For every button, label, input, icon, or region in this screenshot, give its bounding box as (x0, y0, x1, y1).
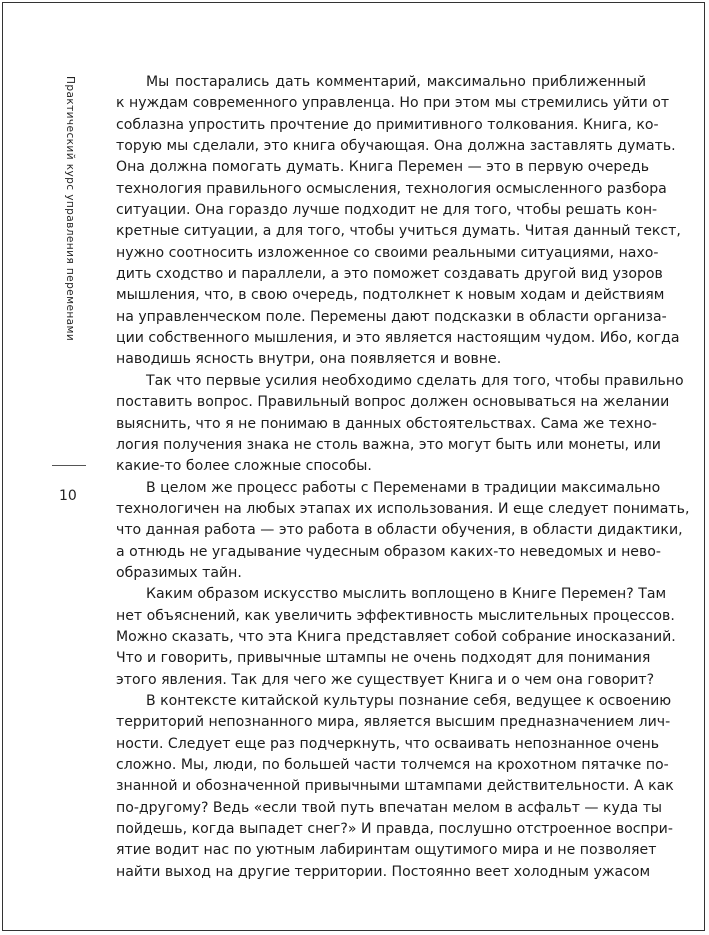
text-line: Она должна помогать думать. Книга Перемен — это в первую очередь (116, 159, 650, 176)
text-line: на управленческом поле. Перемены дают подсказки в области организа- (116, 308, 667, 325)
running-head: Практический курс управления переменами (64, 76, 76, 342)
text-line: ятие водит нас по уютным лабиринтам ощутимого мира и не позволяет (116, 842, 657, 859)
text-line: поставить вопрос. Правильный вопрос должен основываться на желании (116, 394, 670, 411)
text-line: ситуации. Она гораздо лучше подходит не для того, чтобы решать кон- (116, 202, 658, 219)
paragraph (116, 72, 681, 371)
text-line: а отнюдь не угадывание чудесным образом каких-то неведомых и нево- (116, 543, 661, 560)
text-line: Можно сказать, что эта Книга представляет собой собрание иносказаний. (116, 628, 676, 645)
text-line: какие-то более сложные способы. (116, 458, 372, 475)
text-line: территорий непознанного мира, является высшим предназначением лич- (116, 714, 671, 731)
text-line: образимых тайн. (116, 564, 242, 581)
text-line: этого явления. Так для чего же существует Книга и о чем она говорит? (116, 671, 655, 688)
text-line: что данная работа — это работа в области обучения, в области дидактики, (116, 522, 683, 539)
text-line: сложно. Мы, люди, по большей части толчемся на крохотном пятачке по- (116, 757, 669, 773)
text-line: В контексте китайской культуры познание себя, ведущее к освоению (146, 692, 672, 709)
text-line: к нуждам современного управленца. Но при этом мы стремились уйти от (116, 95, 670, 112)
text-line: Что и говорить, привычные штампы не очень подходят для понимания (116, 650, 651, 667)
text-line: соблазна упростить прочтение до примитивного толкования. Книга, ко- (116, 116, 659, 133)
text-line: пойдешь, когда выпадет снег?» И правда, послушно отстроенное воспри- (116, 821, 673, 838)
text-line: найти выход на другие территории. Постоянно веет холодным ужасом (116, 863, 651, 880)
text-line: дить сходство и параллели, а это поможет создавать другой вид узоров (116, 266, 663, 283)
page-number: 10 (59, 488, 77, 504)
text-line: наводишь ясность внутри, она появляется и вовне. (116, 351, 502, 368)
text-line: Каким образом искусство мыслить воплощено в Книге Перемен? Там (146, 586, 667, 603)
text-line: технологичен на любых этапах их использования. И еще следует понимать, (116, 500, 690, 517)
text-line: Так что первые усилия необходимо сделать для того, чтобы правильно (146, 372, 684, 389)
text-body (116, 72, 690, 883)
text-line: торую мы сделали, это книга обучающая. Она должна заставлять думать. (116, 138, 676, 155)
text-line: мышления, что, в свою очередь, подтолкнет к новым ходам и действиям (116, 287, 665, 304)
text-line: выяснить, что я не понимаю в данных обстоятельствах. Сама же техно- (116, 415, 657, 432)
margin-rule (52, 465, 86, 466)
text-line: ции собственного мышления, и это является настоящим чудом. Ибо, когда (116, 330, 680, 347)
paragraph (116, 478, 690, 585)
paragraph (116, 584, 676, 691)
text-line: нужно соотносить изложенное со своими реальными ситуациями, нахо- (116, 244, 659, 261)
text-line: логия получения знака не столь важна, это могут быть или монеты, или (116, 436, 661, 453)
text-line: ности. Следует еще раз подчеркнуть, что осваивать непознанное очень (116, 735, 660, 752)
paragraph (116, 691, 674, 883)
text-line: В целом же процесс работы с Переменами в традиции максимально (146, 479, 661, 496)
text-line: по-другому? Ведь «если твой путь впечатан мелом в асфальт — куда ты (116, 799, 663, 816)
text-line: нет объяснений, как увеличить эффективность мыслительных процессов. (116, 607, 675, 624)
text-line: Мы постарались дать комментарий, максимально приближенный (146, 74, 646, 90)
text-line: кретные ситуации, а для того, чтобы учиться думать. Читая данный текст, (116, 223, 681, 240)
paragraph (116, 371, 684, 478)
text-line: знанной и обозначенной привычными штампами действительности. А как (116, 778, 674, 795)
text-line: технология правильного осмысления, технология осмысленного разбора (116, 180, 667, 197)
